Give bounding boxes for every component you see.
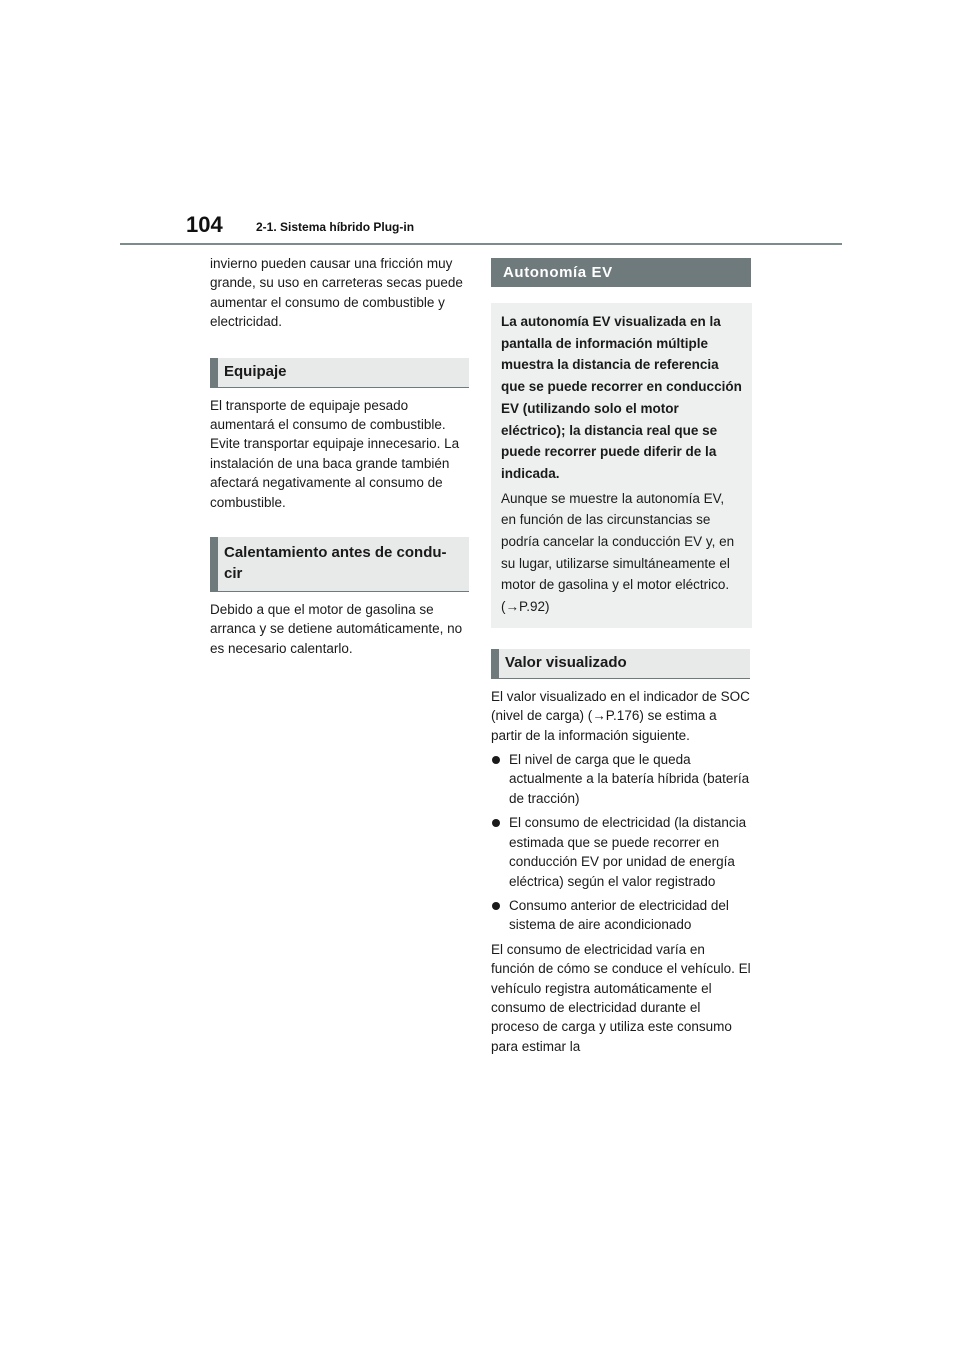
valor-visualizado-heading-text: Valor visualizado bbox=[505, 654, 627, 672]
bullet-icon bbox=[492, 819, 500, 827]
calentamiento-heading-line1: Calentamiento antes de condu- bbox=[224, 544, 447, 562]
list-item-text: Consumo anterior de electricidad del sistema de aire acondicionado bbox=[509, 897, 729, 933]
autonomia-ev-box bbox=[491, 303, 752, 628]
valor-visualizado-heading bbox=[491, 649, 750, 679]
bullet-icon bbox=[492, 902, 500, 910]
bullet-icon bbox=[492, 756, 500, 764]
left-column bbox=[210, 254, 472, 658]
header-divider bbox=[120, 243, 842, 245]
equipaje-paragraph: El transporte de equipaje pesado aumentará el consumo de combustible. Evite transportar equipaje innecesario. La instalación de una baca grande también afectará negativamente al consumo de combustible. bbox=[210, 397, 460, 510]
list-item bbox=[491, 896, 751, 935]
calentamiento-paragraph: Debido a que el motor de gasolina se arranca y se detiene automáticamente, no es necesario calentarlo. bbox=[210, 602, 463, 656]
list-item bbox=[491, 750, 751, 808]
autonomia-ev-normal-text: Aunque se muestre la autonomía EV, en función de las circunstancias se podría cancelar la conducción EV y, en su lugar, utilizarse simultáneamente el motor de gasolina y el motor eléctrico. bbox=[501, 490, 735, 593]
list-item bbox=[491, 813, 751, 891]
valor-intro-paragraph: El valor visualizado en el indicador de SOC (nivel de carga) (→P.176) se estima a partir de la información siguiente. bbox=[491, 688, 750, 743]
autonomia-ev-bold-text: La autonomía EV visualizada en la pantalla de información múltiple muestra la distancia de referencia que se puede recorrer en conducción EV (utilizando solo el motor eléctrico); la distancia real que se puede recorrer puede diferir de la indicada. bbox=[501, 314, 742, 481]
calentamiento-heading bbox=[210, 537, 469, 592]
section-title: 2-1. Sistema híbrido Plug-in bbox=[256, 220, 415, 234]
calentamiento-heading-line2: cir bbox=[224, 565, 243, 583]
equipaje-heading-text: Equipaje bbox=[224, 363, 287, 381]
autonomia-ev-heading bbox=[491, 258, 751, 287]
autonomia-ev-reference: (→P.92) bbox=[501, 599, 550, 615]
list-item-text: El consumo de electricidad (la distancia estimada que se puede recorrer en conducción EV por unidad de energía eléctrica) según el valor registrado bbox=[509, 815, 747, 889]
autonomia-ev-heading-text: Autonomía EV bbox=[503, 264, 613, 281]
page-number: 104 bbox=[186, 212, 223, 237]
valor-closing-paragraph: El consumo de electricidad varía en función de cómo se conduce el vehículo. El vehículo registra automáticamente el consumo de electricidad durante el proceso de carga y utiliza este consumo para estimar la bbox=[491, 941, 751, 1054]
equipaje-heading bbox=[210, 358, 469, 388]
right-column bbox=[491, 258, 751, 1056]
list-item-text: El nivel de carga que le queda actualmente a la batería híbrida (batería de tracción) bbox=[509, 752, 750, 806]
intro-paragraph: invierno pueden causar una fricción muy grande, su uso en carreteras secas puede aumentar el consumo de combustible y electricidad. bbox=[210, 256, 463, 330]
valor-bullet-list bbox=[491, 750, 751, 935]
